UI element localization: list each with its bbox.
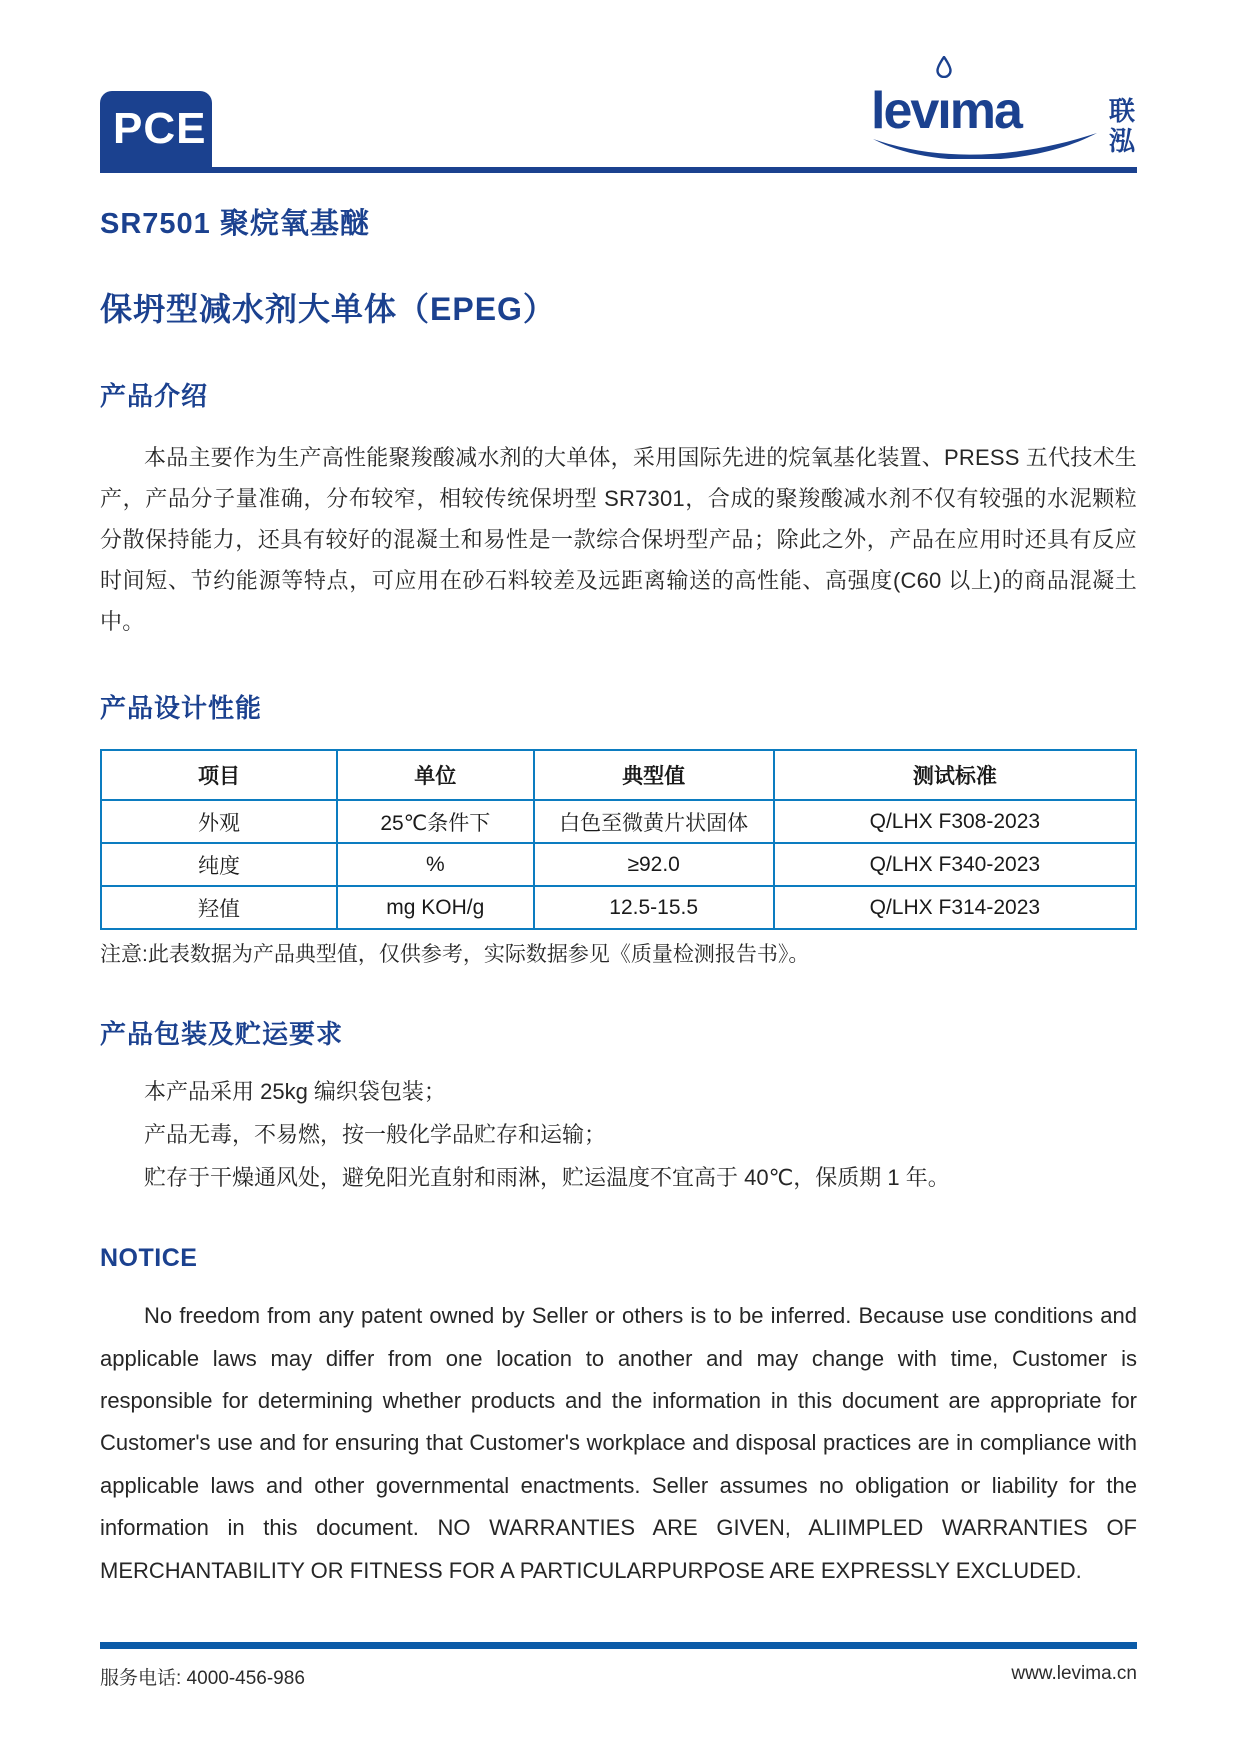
footer-divider [100, 1642, 1137, 1649]
levima-wordmark [871, 82, 1099, 159]
levima-logo [871, 82, 1137, 167]
section-heading-intro: 产品介绍 [100, 380, 209, 411]
packaging-line: 本产品采用 25kg 编织袋包装； [144, 1079, 446, 1105]
table-cell: 纯度 [101, 843, 337, 886]
wordmark-i [937, 82, 949, 140]
packaging-line: 产品无毒，不易燃，按一般化学品贮存和运输； [144, 1122, 607, 1148]
table-cell: 白色至微黄片状固体 [534, 800, 774, 843]
table-cell: Q/LHX F308-2023 [774, 800, 1136, 843]
section-heading-notice: NOTICE [100, 1244, 198, 1273]
section-heading-performance: 产品设计性能 [100, 693, 263, 724]
product-title: SR7501 聚烷氧基醚 [100, 207, 370, 240]
table-cell: 羟值 [101, 886, 337, 929]
wordmark-i-stem: ı [937, 82, 950, 140]
intro-paragraph: 本品主要作为生产高性能聚羧酸减水剂的大单体，采用国际先进的烷氧基化装置、PRESS 五代技术生产，产品分子量准确，分布较窄，相较传统保坍型 SR7301，合成的聚羧酸减水剂不仅有较强的水泥颗粒分散保持能力，还具有较好的混凝土和易性是一款综合保坍型产品；除此之外，产品在应用时还具有反应时间短、节约能源等特点，可应用在砂石料较差及远距离输送的高性能、高强度(C60 以上)的商品混凝土中。 [100, 444, 1137, 635]
table-cell: Q/LHX F314-2023 [774, 886, 1136, 929]
service-phone: 服务电话: 4000-456-986 [100, 1668, 305, 1689]
wordmark-lev: lev [871, 82, 938, 140]
table-cell: mg KOH/g [337, 886, 534, 929]
header-divider [100, 167, 1137, 173]
performance-table [100, 749, 1137, 930]
water-drop-icon [936, 56, 952, 78]
packaging-lines [100, 1071, 1137, 1200]
logo-cjk-text: 联泓 [1109, 96, 1136, 156]
footer-row [100, 1663, 1137, 1690]
table-cell: % [337, 843, 534, 886]
page-footer [100, 1642, 1137, 1690]
page-content [100, 0, 1137, 1592]
table-cell: ≥92.0 [534, 843, 774, 886]
table-row [101, 843, 1136, 886]
header-cell-unit: 单位 [337, 750, 534, 800]
pce-badge [100, 91, 212, 167]
product-subtitle: 保坍型减水剂大单体（EPEG） [100, 290, 556, 327]
table-row [101, 886, 1136, 929]
header-cell-typical: 典型值 [534, 750, 774, 800]
table-header-row [101, 750, 1136, 800]
pce-badge-label: PCE [113, 103, 207, 153]
notice-paragraph: No freedom from any patent owned by Seller or others is to be inferred. Because use conditions and applicable laws may differ from one location to another and may change with time, Customer is responsible for determining whether products and the information in this document are appropriate for Customer's use and for ensuring that Customer's workplace and disposal practices are in compliance with applicable laws and other governmental enactments. Seller assumes no obligation or liability for the information in this document. NO WARRANTIES ARE GIVEN, ALIIMPLED WARRANTIES OF MERCHANTABILITY OR FITNESS FOR A PARTICULARPURPOSE ARE EXPRESSLY EXCLUDED. [100, 1303, 1137, 1583]
page-header [100, 0, 1137, 167]
table-cell: 12.5-15.5 [534, 886, 774, 929]
header-cell-standard: 测试标准 [774, 750, 1136, 800]
section-heading-packaging: 产品包装及贮运要求 [100, 1019, 344, 1050]
packaging-line: 贮存于干燥通风处，避免阳光直射和雨淋，贮运温度不宜高于 40℃，保质期 1 年。 [144, 1165, 950, 1191]
table-cell: 外观 [101, 800, 337, 843]
table-row [101, 800, 1136, 843]
table-note: 注意:此表数据为产品典型值，仅供参考，实际数据参见《质量检测报告书》。 [100, 943, 810, 967]
wordmark-ma: ma [949, 82, 1021, 140]
header-cell-item: 项目 [101, 750, 337, 800]
wordmark-text [871, 82, 1021, 140]
website-url: www.levima.cn [1011, 1663, 1137, 1684]
table-cell: Q/LHX F340-2023 [774, 843, 1136, 886]
table-cell: 25℃条件下 [337, 800, 534, 843]
